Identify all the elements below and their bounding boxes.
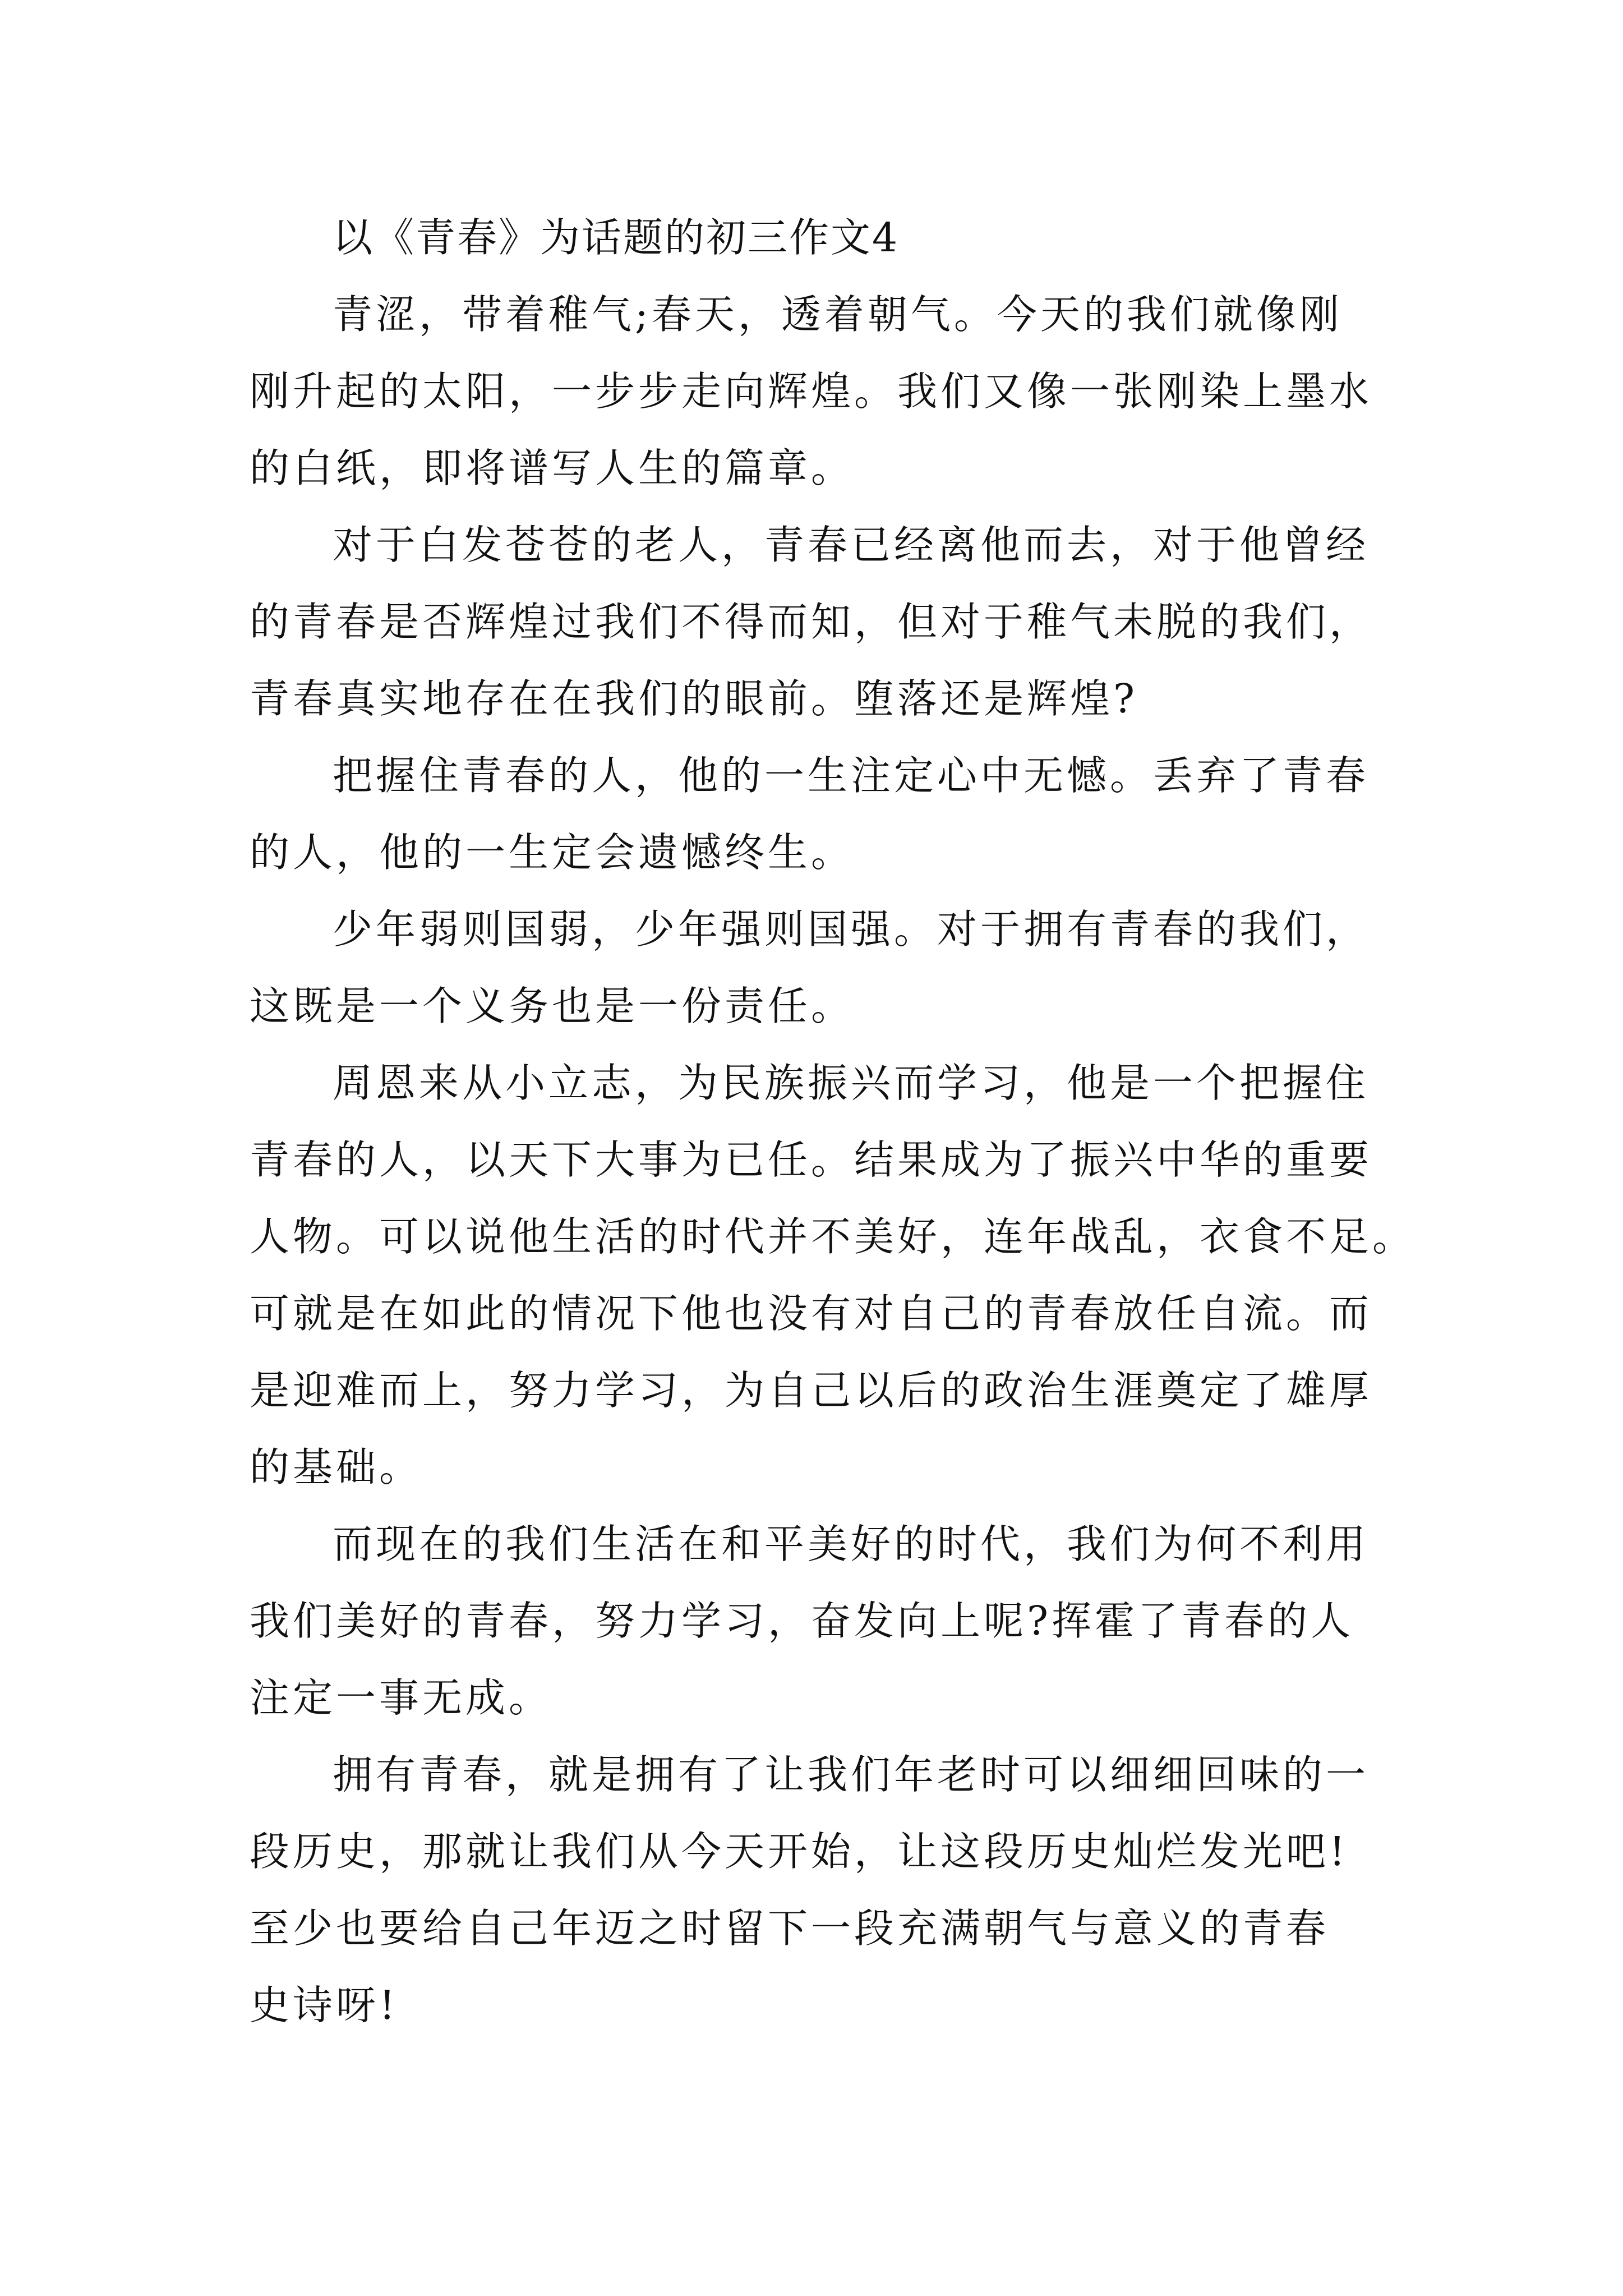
paragraph-line: 少年弱则国弱，少年强则国强。对于拥有青春的我们， bbox=[333, 906, 1370, 953]
paragraph-5 bbox=[250, 1045, 1416, 1506]
paragraph-line: 刚升起的太阳，一步步走向辉煌。我们又像一张刚染上墨水 bbox=[250, 368, 1373, 415]
paragraph-2 bbox=[250, 507, 1388, 737]
paragraph-line: 拥有青春，就是拥有了让我们年老时可以细细回味的一 bbox=[333, 1751, 1370, 1798]
paragraph-line: 青春的人，以天下大事为已任。结果成为了振兴中华的重要 bbox=[250, 1137, 1373, 1183]
paragraph-line: 周恩来从小立志，为民族振兴而学习，他是一个把握住 bbox=[333, 1060, 1370, 1106]
paragraph-line: 而现在的我们生活在和平美好的时代，我们为何不利用 bbox=[333, 1521, 1370, 1567]
paragraph-line: 是迎难而上，努力学习，为自己以后的政治生涯奠定了雄厚 bbox=[250, 1367, 1373, 1414]
paragraph-4 bbox=[250, 891, 1388, 1045]
paragraph-line: 人物。可以说他生活的时代并不美好，连年战乱，衣食不足。 bbox=[250, 1213, 1416, 1260]
paragraph-line: 的人，他的一生定会遗憾终生。 bbox=[250, 829, 855, 876]
document-title: 以《青春》为话题的初三作文4 bbox=[333, 214, 900, 261]
document-body bbox=[250, 199, 1416, 2044]
paragraph-line: 的基础。 bbox=[250, 1444, 423, 1490]
paragraph-line: 至少也要给自己年迈之时留下一段充满朝气与意义的青春 bbox=[250, 1905, 1330, 1952]
paragraph-line: 史诗呀! bbox=[250, 1982, 399, 2028]
paragraph-line: 青春真实地存在在我们的眼前。堕落还是辉煌? bbox=[250, 675, 1138, 722]
paragraph-line: 注定一事无成。 bbox=[250, 1674, 552, 1721]
paragraph-line: 青涩，带着稚气;春天，透着朝气。今天的我们就像刚 bbox=[333, 291, 1343, 338]
paragraph-line: 这既是一个义务也是一份责任。 bbox=[250, 983, 855, 1029]
paragraph-line: 的白纸，即将谱写人生的篇章。 bbox=[250, 445, 855, 491]
paragraph-line: 对于白发苍苍的老人，青春已经离他而去，对于他曾经 bbox=[333, 522, 1370, 568]
paragraph-line: 我们美好的青春，努力学习，奋发向上呢?挥霍了青春的人 bbox=[250, 1598, 1354, 1644]
paragraph-line: 把握住青春的人，他的一生注定心中无憾。丢弃了青春 bbox=[333, 752, 1370, 799]
paragraph-7 bbox=[250, 1736, 1388, 2044]
paragraph-3 bbox=[250, 737, 1388, 891]
paragraph-line: 的青春是否辉煌过我们不得而知，但对于稚气未脱的我们， bbox=[250, 599, 1373, 645]
paragraph-1 bbox=[250, 276, 1388, 507]
paragraph-line: 可就是在如此的情况下他也没有对自己的青春放任自流。而 bbox=[250, 1290, 1373, 1337]
paragraph-line: 段历史，那就让我们从今天开始，让这段历史灿烂发光吧! bbox=[250, 1828, 1349, 1875]
paragraph-6 bbox=[250, 1506, 1388, 1736]
